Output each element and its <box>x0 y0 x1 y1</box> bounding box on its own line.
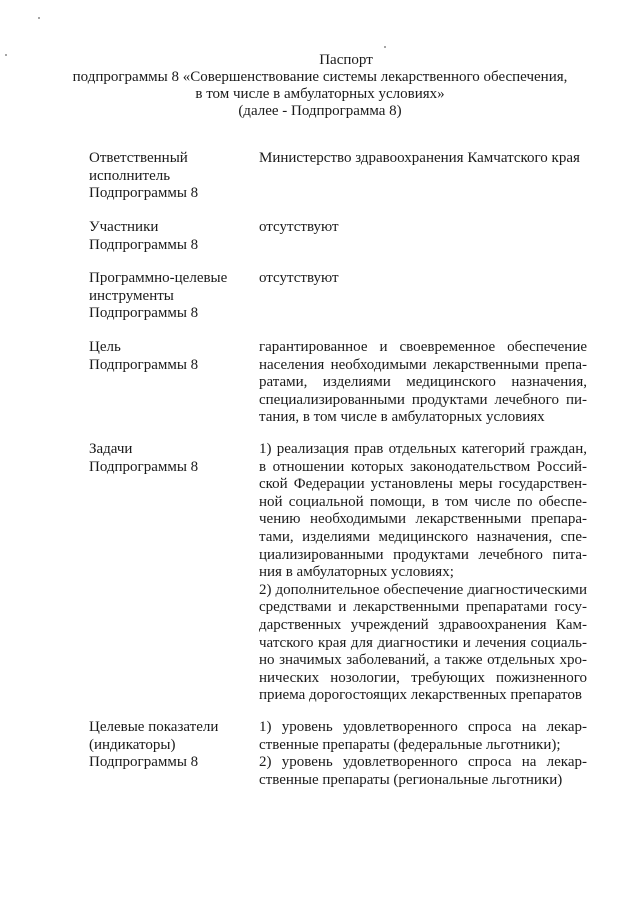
row-label: Целевые показатели (индикаторы) Подпрограммы 8 <box>89 719 219 771</box>
row-label: Ответственный исполнитель Подпрограммы 8 <box>89 150 199 202</box>
row-label: Цель Подпрограммы 8 <box>89 339 199 373</box>
passport-title: Паспорт <box>319 52 373 68</box>
row-value: 1) уровень удовлетворенного спроса на лекар- ственные препараты (федеральные льготники); 2) уровень удовлетворенного спроса на лекар- ственные препараты (региональные льготники) <box>259 719 587 788</box>
row-value: гарантированное и своевременное обеспечение населения необходимыми лекарственными препа- ратами, изделиями медицинского назначения, специализированными продуктами лечебного пи- тания, в том числе в амбулаторных условиях <box>259 339 587 426</box>
scan-speck <box>384 46 386 48</box>
row-value: отсутствуют <box>259 270 339 286</box>
scan-speck <box>38 17 40 19</box>
subtitle-line-1: подпрограммы 8 «Совершенствование системы лекарственного обеспечения, <box>72 69 568 85</box>
row-value: отсутствуют <box>259 219 339 235</box>
row-value: 1) реализация прав отдельных категорий граждан, в отношении которых законодательством Россий- ской Федерации установлены меры государствен- ной социальной помощи, в том числе по обеспе- чению необходимыми лекарственными препара- тами, изделиями медицинского назначения, спе- циализированными продуктами лечебного пита- ния в амбулаторных условиях; 2) дополнительное обеспечение диагностическими средствами и лекарственными препаратами госу- дарственных учреждений здравоохранения Кам- чатского края для диагностики и лечения социаль- но значимых заболеваний, а также отдельных хро- нических нозологии, требующих пожизненного приема дорогостоящих лекарственных препаратов <box>259 441 587 704</box>
passport-header <box>0 52 640 120</box>
subtitle-line-2: в том числе в амбулаторных условиях» <box>195 86 445 102</box>
subtitle-line-3: (далее - Подпрограмма 8) <box>238 103 402 119</box>
row-value: Министерство здравоохранения Камчатского края <box>259 150 580 166</box>
row-label: Задачи Подпрограммы 8 <box>89 441 199 475</box>
row-label: Участники Подпрограммы 8 <box>89 219 199 253</box>
row-label: Программно-целевые инструменты Подпрограммы 8 <box>89 270 228 322</box>
